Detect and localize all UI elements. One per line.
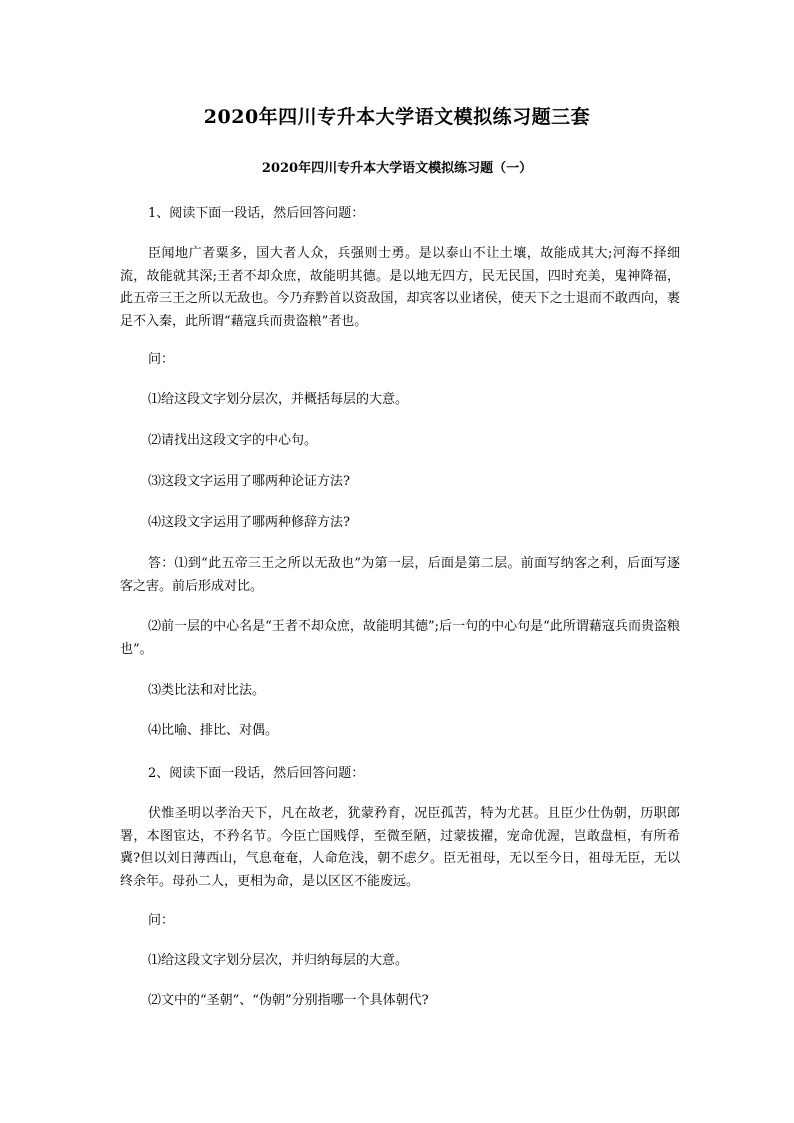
document-title: 2020年四川专升本大学语文模拟练习题三套 bbox=[203, 106, 591, 128]
passage-1: 臣闻地广者粟多，国大者人众，兵强则士勇。是以泰山不让土壤，故能成其大;河海不择细流，故能就其深;王者不却众庶，故能明其德。是以地无四方，民无民国，四时充美，鬼神降福，此五帝三王之所以无敌也。今乃弃黔首以资敌国，却宾客以业诸侯，使天下之士退而不敢西向，裹足不入秦，此所谓“藉寇兵而贵盗粮”者也。 bbox=[120, 246, 680, 329]
answer-1-item-4: ⑷比喻、排比、对偶。 bbox=[148, 723, 279, 738]
question-2-item-1: ⑴给这段文字划分层次，并归纳每层的大意。 bbox=[148, 953, 409, 968]
question-2-label: 问： bbox=[148, 913, 175, 928]
passage-2: 伏惟圣明以孝治天下，凡在故老，犹蒙矜育，况臣孤苦，特为尤甚。且臣少仕伪朝，历职郎署，本图宦达，不矜名节。今臣亡国贱俘，至微至陋，过蒙拔擢，宠命优渥，岂敢盘桓，有所希冀?但以刘日薄西山，气息奄奄，人命危浅，朝不虑夕。臣无祖母，无以至今日，祖母无臣，无以终余年。母孙二人，更相为命，是以区区不能废远。 bbox=[120, 806, 680, 889]
question-1-item-3: ⑶这段文字运用了哪两种论证方法? bbox=[148, 474, 350, 489]
answer-1-item-1: 答：⑴到“此五帝三王之所以无敌也”为第一层，后面是第二层。前面写纳客之利，后面写逐客之害。前后形成对比。 bbox=[120, 556, 680, 594]
question-1-prompt: 1、阅读下面一段话，然后回答问题： bbox=[148, 206, 365, 221]
question-2-item-2: ⑵文中的“圣朝”、“伪朝”分别指哪一个具体朝代? bbox=[148, 993, 429, 1008]
answer-1-item-2: ⑵前一层的中心名是“王者不却众庶，故能明其德”;后一句的中心句是“此所谓藉寇兵而贵盗粮也”。 bbox=[120, 619, 680, 657]
question-1-item-2: ⑵请找出这段文字的中心句。 bbox=[148, 433, 318, 448]
question-1-item-1: ⑴给这段文字划分层次，并概括每层的大意。 bbox=[148, 392, 409, 407]
question-1-item-4: ⑷这段文字运用了哪两种修辞方法? bbox=[148, 515, 350, 530]
question-2-prompt: 2、阅读下面一段话，然后回答问题： bbox=[148, 766, 365, 781]
answer-1-item-3: ⑶类比法和对比法。 bbox=[148, 683, 266, 698]
document-subtitle: 2020年四川专升本大学语文模拟练习题（一） bbox=[261, 161, 533, 176]
question-1-label: 问： bbox=[148, 352, 175, 367]
